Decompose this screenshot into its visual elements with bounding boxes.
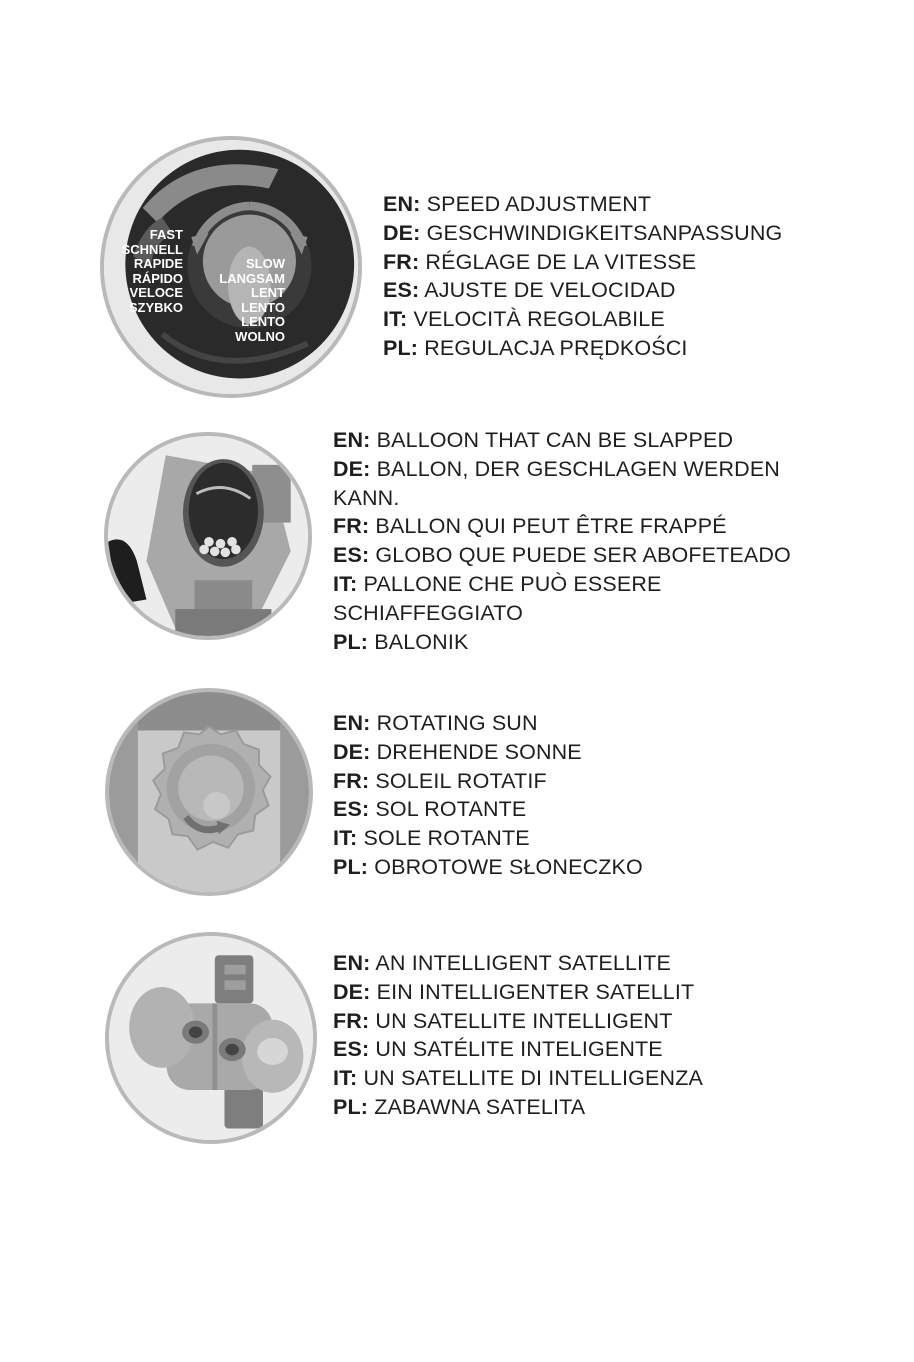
text-line: FR: BALLON QUI PEUT ÊTRE FRAPPÉ — [333, 514, 727, 539]
section-satellite — [0, 920, 914, 1150]
fast-label: SCHNELL — [121, 241, 183, 257]
slow-label: LANGSAM — [219, 270, 285, 286]
section-rotating-sun — [0, 680, 914, 910]
satellite-icon — [109, 936, 313, 1140]
text-line: ES: AJUSTE DE VELOCIDAD — [383, 278, 676, 303]
speed-text-list — [383, 190, 782, 363]
satellite-photo — [105, 932, 317, 1144]
text-line: KANN. — [333, 485, 400, 510]
fast-label: VELOCE — [129, 285, 183, 300]
text-line: EN: BALLOON THAT CAN BE SLAPPED — [333, 428, 734, 452]
text-line: PL: BALONIK — [333, 629, 469, 654]
text-line: PL: ZABAWNA SATELITA — [333, 1094, 586, 1119]
text-line: EN: ROTATING SUN — [333, 711, 538, 735]
text-line: DE: DREHENDE SONNE — [333, 739, 582, 764]
balloon-icon — [108, 436, 308, 636]
text-line: ES: UN SATÉLITE INTELIGENTE — [333, 1037, 663, 1062]
text-line: PL: OBROTOWE SŁONECZKO — [333, 854, 643, 879]
text-line: DE: BALLON, DER GESCHLAGEN WERDEN — [333, 456, 780, 481]
balloon-text-list — [333, 426, 791, 656]
text-line: ES: SOL ROTANTE — [333, 797, 527, 822]
text-line: FR: RÉGLAGE DE LA VITESSE — [383, 249, 697, 274]
slow-label: SLOW — [246, 256, 285, 271]
text-line: DE: GESCHWINDIGKEITSANPASSUNG — [383, 220, 783, 245]
text-line: FR: UN SATELLITE INTELLIGENT — [333, 1008, 673, 1033]
slow-label: WOLNO — [235, 328, 285, 344]
fast-labels — [122, 228, 183, 315]
section-balloon — [0, 400, 914, 670]
text-line: IT: VELOCITÀ REGOLABILE — [383, 307, 665, 332]
slow-labels — [219, 257, 285, 344]
text-line: IT: PALLONE CHE PUÒ ESSERE — [333, 571, 662, 596]
balloon-photo — [104, 432, 312, 640]
text-line: IT: UN SATELLITE DI INTELLIGENZA — [333, 1066, 703, 1091]
sun-icon — [109, 692, 309, 892]
satellite-text-list — [333, 949, 703, 1122]
fast-label: FAST — [149, 227, 183, 242]
sun-text-list — [333, 709, 643, 882]
fast-label: RAPIDE — [133, 256, 183, 271]
text-line: ES: GLOBO QUE PUEDE SER ABOFETEADO — [333, 543, 791, 568]
text-line: EN: SPEED ADJUSTMENT — [383, 192, 652, 216]
text-line: PL: REGULACJA PRĘDKOŚCI — [383, 335, 688, 360]
speed-knob-photo — [100, 136, 362, 398]
text-line: FR: SOLEIL ROTATIF — [333, 768, 547, 793]
sun-photo — [105, 688, 313, 896]
fast-label: RÁPIDO — [132, 270, 183, 286]
text-line: SCHIAFFEGGIATO — [333, 600, 524, 625]
text-line: EN: AN INTELLIGENT SATELLITE — [333, 951, 671, 975]
slow-label: LENTO — [241, 299, 285, 315]
slow-label: LENTO — [241, 314, 285, 329]
section-speed-adjustment — [0, 0, 914, 400]
slow-label: LENT — [251, 285, 285, 300]
fast-label: SZYBKO — [128, 299, 183, 315]
text-line: DE: EIN INTELLIGENTER SATELLIT — [333, 979, 695, 1004]
text-line: IT: SOLE ROTANTE — [333, 826, 530, 851]
